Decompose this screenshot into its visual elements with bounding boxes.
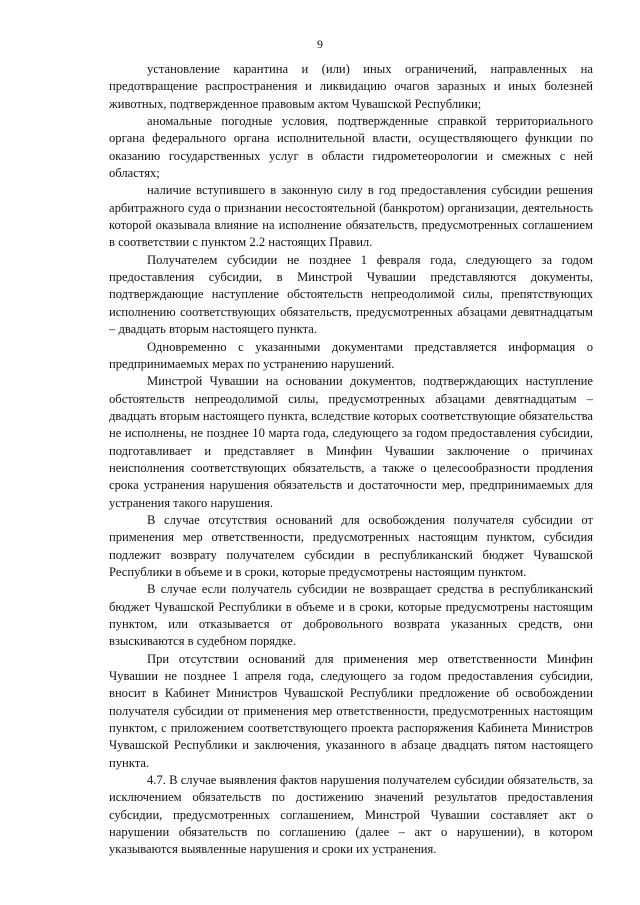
paragraph-court-recovery: В случае если получатель субсидии не возвращает средства в республиканский бюджет Чувашской Республики в объеме и в сроки, которые предусмотрены настоящим пунктом, или отказывается от добровольного возврата указанных средств, они взыскиваются в судебном порядке. (109, 582, 593, 649)
paragraph-documents-deadline: Получателем субсидии не позднее 1 февраля года, следующего за годом предоставления субсидии, в Минстрой Чувашии представляются документы, подтверждающие наступление обстоятельств непреодолимой силы, препятствующих исполнению соответствующих обязательств, предусмотренных абзацами девятнадцатым – двадцать вторым настоящего пункта. (109, 252, 593, 337)
paragraph-section-4-7: 4.7. В случае выявления фактов нарушения получателем субсидии обязательств, за исключением обязательств по достижению значений результатов предоставления субсидии, предусмотренных соглашением, Минстрой Чувашии составляет акт о нарушении обязательств по соглашению (далее – акт о нарушении), в котором указываются выявленные нарушения и сроки их устранения. (109, 773, 593, 857)
paragraph-minfin-proposal: При отсутствии оснований для применения мер ответственности Минфин Чувашии не позднее 1 апреля года, следующего за годом предоставления субсидии, вносит в Кабинет Министров Чувашской Республики предложение об освобождении получателя субсидии от применения мер ответственности, предусмотренных настоящим пунктом, с приложением соответствующего проекта распоряжения Кабинета Министров Чувашской Республики и заключения, указанного в абзаце двадцать пятом настоящего пункта. (109, 651, 593, 770)
document-body (109, 61, 593, 859)
paragraph-minstroy-conclusion: Минстрой Чувашии на основании документов, подтверждающих наступление обстоятельств непреодолимой силы, предусмотренных абзацами девятнадцатым – двадцать вторым настоящего пункта, вследствие которых соответствующие обязательства не исполнены, не позднее 10 марта года, следующего за годом предоставления субсидии, подготавливает и представляет в Минфин Чувашии заключение о причинах неисполнения соответствующих обязательств, а также о целесообразности продления срока устранения нарушения обязательств и достаточности мер, предпринимаемых для устранения такого нарушения. (109, 374, 593, 510)
paragraph-measures-info: Одновременно с указанными документами представляется информация о предпринимаемых мерах по устранению нарушений. (109, 339, 593, 371)
paragraph-bankruptcy: наличие вступившего в законную силу в год предоставления субсидии решения арбитражного суда о признании несостоятельной (банкротом) организации, деятельность которой оказывала влияние на исполнение обязательств, предусмотренных соглашением в соответствии с пунктом 2.2 настоящих Правил. (109, 183, 593, 250)
paragraph-quarantine: установление карантина и (или) иных ограничений, направленных на предотвращение распространения и ликвидацию очагов заразных и иных болезней животных, подтвержденное правовым актом Чувашской Республики; (109, 62, 593, 111)
paragraph-subsidy-return: В случае отсутствия оснований для освобождения получателя субсидии от применения мер ответственности, предусмотренных настоящим пунктом, субсидия подлежит возврату получателем субсидии в республиканский бюджет Чувашской Республики в объеме и в сроки, которые предусмотрены настоящим пунктом. (109, 512, 593, 579)
page-number: 9 (317, 37, 323, 51)
paragraph-weather: аномальные погодные условия, подтвержденные справкой территориального органа федерального органа исполнительной власти, осуществляющего функции по оказанию государственных услуг в области гидрометеорологии и смежных с ней областях; (109, 114, 593, 181)
